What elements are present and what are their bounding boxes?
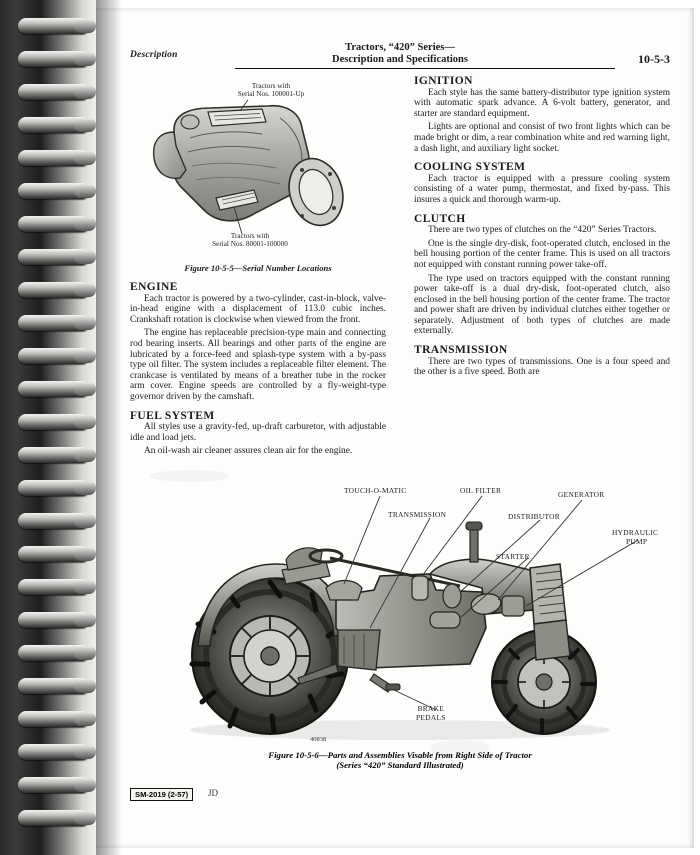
figure-number: 40838 xyxy=(310,736,327,743)
header-section-label: Description xyxy=(130,50,178,60)
header-title-line2: Description and Specifications xyxy=(332,54,468,65)
figure-serial-number-locations xyxy=(130,74,386,274)
page-content xyxy=(130,40,670,504)
paragraph-fuel-2: An oil-wash air cleaner assures clean air for the engine. xyxy=(144,446,353,457)
header-title xyxy=(240,42,560,66)
paragraph-engine-1: Each tractor is powered by a two-cylinder, cast-in-block, valve-in-head engine with a displacement of 113.0 cubic inches. Crankshaft rotation is clockwise when viewed from the front. xyxy=(130,293,386,325)
figure-label-serial-100001-line1: Tractors with xyxy=(251,82,291,90)
paragraph-ignition-2: Lights are optional and consist of two front lights which can be made bright or dim, a rear combination white and red warning light, a dash light, and auxiliary light socket. xyxy=(414,122,670,154)
paragraph-engine-2: The engine has replaceable precision-type main and connecting rod bearing inserts. All bearings and other parts of the engine are lubricated by a force-feed and splash-type system with a by-pass type oil filter. The system includes a replaceable filter element. The crankcase is ventilated by means of a breather tube in the rocker arm cover. Engine speeds are controlled by a fly-weight-type governor driven by the camshaft. xyxy=(130,328,386,402)
figure-label-serial-80001-line2: Serial Nos. 80001-100000 xyxy=(212,240,288,248)
callout-oil-filter: OIL FILTER xyxy=(460,486,502,495)
heading-fuel-system: FUEL SYSTEM xyxy=(130,409,215,422)
callout-hydraulic-pump-line2: PUMP xyxy=(626,537,648,546)
paragraph-fuel-1: All styles use a gravity-fed, up-draft carburetor, with adjustable idle and load jets. xyxy=(130,422,386,443)
callout-brake-pedals-line1: BRAKE xyxy=(417,704,445,713)
figure-label-serial-100001-line2: Serial Nos. 100001-Up xyxy=(237,90,305,98)
heading-ignition: IGNITION xyxy=(414,75,473,87)
paragraph-ignition-1: Each style has the same battery-distributor type ignition system with automatic spark advance. A 6-volt battery, generator, and starter are standard equipment. xyxy=(414,87,670,119)
figure-bottom-caption xyxy=(130,750,670,770)
page-gutter-shadow xyxy=(96,0,122,855)
paragraph-clutch-3: The type used on tractors equipped with the constant running power take-off is a dual dry-disk, foot-operated clutch, also enclosed in the bell housing portion of the center frame. The tractor and power shaft are driven by individual clutches either together or separately. Adjustment of both types of clutches are made externally. xyxy=(414,273,670,337)
paragraph-transmission-1: There are two types of transmissions. One is a four speed and the other is a five speed. Both are xyxy=(414,356,670,378)
page-header xyxy=(130,40,670,72)
heading-cooling-system: COOLING SYSTEM xyxy=(414,161,526,174)
callout-hydraulic-pump xyxy=(612,528,658,546)
heading-transmission: TRANSMISSION xyxy=(414,344,508,357)
page-number: 10-5-3 xyxy=(638,52,670,66)
figure-label-serial-80001-line1: Tractors with xyxy=(230,232,270,240)
callout-hydraulic-pump-line1: HYDRAULIC xyxy=(612,528,659,537)
spiral-binding xyxy=(18,18,94,838)
callout-brake-pedals-line2: PEDALS xyxy=(416,713,446,722)
header-divider xyxy=(235,68,615,69)
publisher-logo: JD xyxy=(208,788,219,798)
paragraph-clutch-1: There are two types of clutches on the “420” Series Tractors. xyxy=(428,225,657,236)
scan-artifact xyxy=(150,470,230,482)
header-title-line1: Tractors, “420” Series— xyxy=(345,42,455,53)
callout-brake-pedals xyxy=(416,704,446,722)
heading-engine: ENGINE xyxy=(130,281,178,293)
figure-bottom-caption-line1: Figure 10-5-6—Parts and Assemblies Visable from Right Side of Tractor xyxy=(268,750,532,760)
callout-transmission: TRANSMISSION xyxy=(388,510,447,519)
figure-bottom-caption-line2: (Series “420” Standard Illustrated) xyxy=(336,760,464,770)
figure-tractor-right-side xyxy=(130,478,670,778)
figure-label-serial-80001 xyxy=(190,232,310,248)
callout-distributor: DISTRIBUTOR xyxy=(508,512,561,521)
right-column xyxy=(414,74,670,381)
paragraph-cooling-1: Each tractor is equipped with a pressure cooling system consisting of a water pump, thermostat, and fixed by-pass. This insures a quick and thorough warm-up. xyxy=(414,173,670,205)
scan-artifact xyxy=(430,740,490,758)
figure-label-serial-100001 xyxy=(216,82,326,98)
paragraph-clutch-2: One is the single dry-disk, foot-operated clutch, enclosed in the bell housing portion of the center frame. This is used on all tractors not equipped with constant running power take-off. xyxy=(414,238,670,270)
callout-starter: STARTER xyxy=(496,552,530,561)
figure-top-caption: Figure 10-5-5—Serial Number Locations xyxy=(184,263,332,274)
left-column xyxy=(130,74,386,460)
page-footer xyxy=(130,788,670,804)
form-number: SM-2019 (2-57) xyxy=(130,788,193,801)
callout-touch-o-matic: TOUCH-O-MATIC xyxy=(344,486,407,495)
callout-generator: GENERATOR xyxy=(558,490,605,499)
heading-clutch: CLUTCH xyxy=(414,212,466,225)
text-columns xyxy=(130,74,670,504)
